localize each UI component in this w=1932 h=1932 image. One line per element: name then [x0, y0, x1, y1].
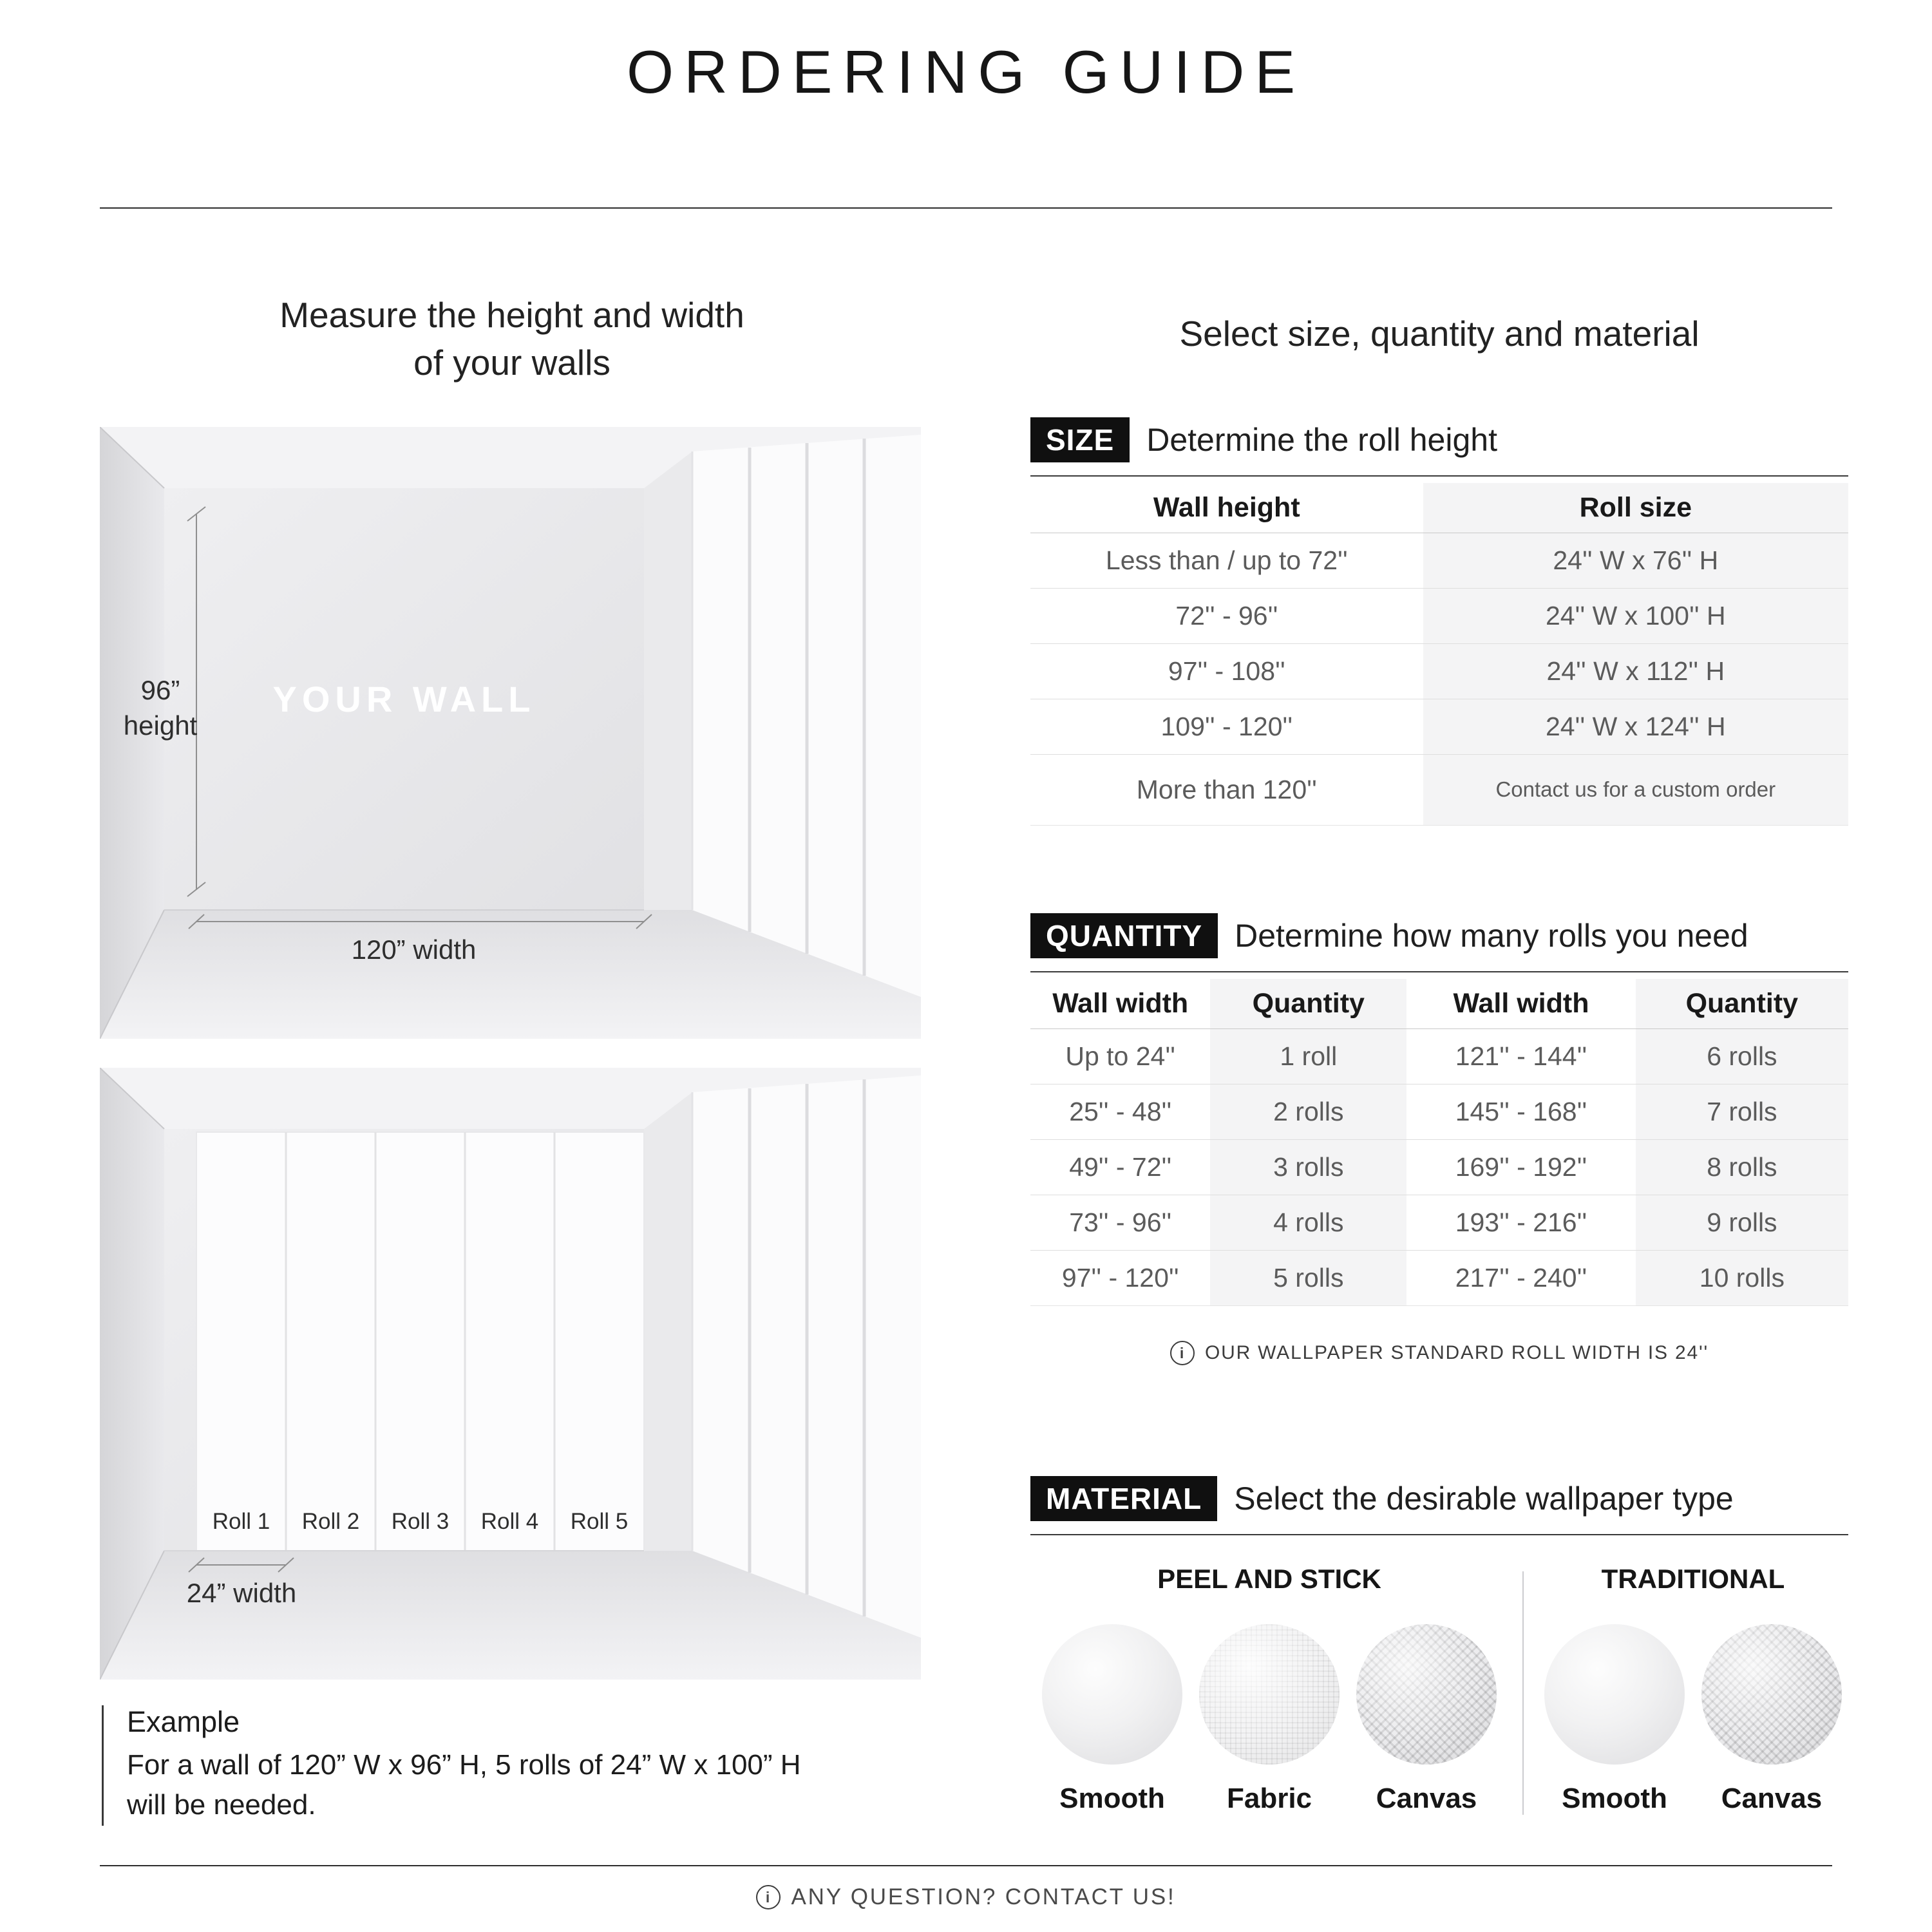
roll-3-label: Roll 3 [391, 1509, 450, 1534]
quantity-table [1030, 979, 1848, 1306]
quantity-cell: 1 roll [1210, 1029, 1406, 1084]
size-section-title: Determine the roll height [1146, 422, 1497, 458]
select-heading: Select size, quantity and material [1179, 314, 1700, 354]
swatch-label: Canvas [1721, 1783, 1823, 1814]
swatch-canvas [1356, 1624, 1497, 1815]
wall-width-column-header: Wall width [1030, 979, 1210, 1029]
wall-width-cell: 121'' - 144'' [1406, 1029, 1636, 1084]
room-illustration-rolls [100, 1068, 921, 1680]
size-table [1030, 483, 1848, 826]
traditional-swatches [1538, 1624, 1848, 1815]
roll-size-cell: 24'' W x 100'' H [1423, 589, 1848, 644]
roll-width-note [1030, 1341, 1848, 1365]
peel-and-stick-group [1030, 1564, 1508, 1815]
wall-height-column-header: Wall height [1030, 483, 1423, 533]
quantity-cell: 6 rolls [1636, 1029, 1848, 1084]
wall-width-cell: 49'' - 72'' [1030, 1140, 1210, 1195]
roll-size-cell: 24'' W x 76'' H [1423, 533, 1848, 589]
measure-heading-line2: of your walls [413, 343, 611, 383]
wall-width-cell: 193'' - 216'' [1406, 1195, 1636, 1251]
measure-heading-line1: Measure the height and width [279, 295, 744, 335]
swatch-smooth [1042, 1624, 1182, 1815]
example-line2: will be needed. [127, 1789, 316, 1821]
wall-height-word: height [123, 710, 198, 741]
room-illustration-your-wall [100, 427, 921, 1039]
quantity-cell: 2 rolls [1210, 1084, 1406, 1140]
peel-and-stick-swatches [1030, 1624, 1508, 1815]
swatch-label: Fabric [1226, 1783, 1312, 1814]
roll-size-column-header: Roll size [1423, 483, 1848, 533]
roll-width-note-text: OUR WALLPAPER STANDARD ROLL WIDTH IS 24'' [1204, 1342, 1709, 1363]
wall-width-cell: 217'' - 240'' [1406, 1251, 1636, 1306]
quantity-cell: 4 rolls [1210, 1195, 1406, 1251]
material-section [1030, 1476, 1848, 1815]
quantity-cell: 7 rolls [1636, 1084, 1848, 1140]
example-title: Example [127, 1705, 240, 1738]
page-title: ORDERING GUIDE [626, 38, 1306, 106]
roll-width-label: 24” width [186, 1578, 297, 1608]
example-block [102, 1705, 932, 1826]
material-groups [1030, 1564, 1848, 1815]
wall-height-cell: 109'' - 120'' [1030, 699, 1423, 755]
wall-height-cell: 72'' - 96'' [1030, 589, 1423, 644]
swatch-fabric [1199, 1624, 1340, 1815]
quantity-cell: 9 rolls [1636, 1195, 1848, 1251]
wall-width-cell: 145'' - 168'' [1406, 1084, 1636, 1140]
wall-height-cell: More than 120'' [1030, 755, 1423, 826]
smooth-texture-icon [1042, 1624, 1182, 1765]
top-divider [100, 207, 1832, 209]
wall-width-cell: 25'' - 48'' [1030, 1084, 1210, 1140]
swatch-label: Canvas [1376, 1783, 1477, 1814]
your-wall-label: YOUR WALL [272, 679, 536, 719]
wall-width-cell: 97'' - 120'' [1030, 1251, 1210, 1306]
info-icon: i [756, 1885, 781, 1909]
roll-2-label: Roll 2 [301, 1509, 360, 1534]
smooth-texture-icon [1544, 1624, 1685, 1765]
roll-1-label: Roll 1 [212, 1509, 270, 1534]
wall-width-cell: 169'' - 192'' [1406, 1140, 1636, 1195]
size-section-header [1030, 417, 1848, 477]
swatch-smooth [1544, 1624, 1685, 1815]
footer-contact-note [0, 1884, 1932, 1910]
quantity-section-title: Determine how many rolls you need [1235, 918, 1748, 954]
measure-heading [100, 291, 924, 387]
wall-width-column-header: Wall width [1406, 979, 1636, 1029]
quantity-column-header: Quantity [1636, 979, 1848, 1029]
quantity-column-header: Quantity [1210, 979, 1406, 1029]
roll-5-label: Roll 5 [570, 1509, 629, 1534]
peel-and-stick-title: PEEL AND STICK [1157, 1564, 1381, 1594]
material-badge: MATERIAL [1030, 1476, 1217, 1521]
footer-contact-text: ANY QUESTION? CONTACT US! [791, 1884, 1176, 1909]
traditional-title: TRADITIONAL [1601, 1564, 1785, 1594]
quantity-section-header [1030, 913, 1848, 972]
material-section-title: Select the desirable wallpaper type [1234, 1481, 1734, 1517]
size-badge: SIZE [1030, 417, 1130, 462]
wall-height-cell: Less than / up to 72'' [1030, 533, 1423, 589]
quantity-cell: 10 rolls [1636, 1251, 1848, 1306]
wall-width-label: 120” width [351, 934, 477, 965]
fabric-texture-icon [1199, 1624, 1340, 1765]
quantity-section [1030, 913, 1848, 1365]
quantity-cell: 8 rolls [1636, 1140, 1848, 1195]
material-section-header [1030, 1476, 1848, 1535]
roll-size-cell: 24'' W x 112'' H [1423, 644, 1848, 699]
wall-width-cell: Up to 24'' [1030, 1029, 1210, 1084]
quantity-cell: 3 rolls [1210, 1140, 1406, 1195]
bottom-divider [100, 1865, 1832, 1866]
material-group-divider [1522, 1571, 1524, 1815]
swatch-canvas [1701, 1624, 1842, 1815]
size-section [1030, 417, 1848, 826]
roll-size-cell: 24'' W x 124'' H [1423, 699, 1848, 755]
roll-4-label: Roll 4 [480, 1509, 539, 1534]
traditional-group [1538, 1564, 1848, 1815]
quantity-badge: QUANTITY [1030, 913, 1218, 958]
wall-height-label [109, 673, 212, 743]
quantity-cell: 5 rolls [1210, 1251, 1406, 1306]
roll-size-cell: Contact us for a custom order [1423, 755, 1848, 826]
canvas-texture-icon [1356, 1624, 1497, 1765]
canvas-texture-icon [1701, 1624, 1842, 1765]
wall-width-cell: 73'' - 96'' [1030, 1195, 1210, 1251]
example-line1: For a wall of 120” W x 96” H, 5 rolls of 24” W x 100” H [127, 1749, 801, 1781]
info-icon: i [1170, 1341, 1195, 1365]
swatch-label: Smooth [1059, 1783, 1165, 1814]
wall-height-cell: 97'' - 108'' [1030, 644, 1423, 699]
wall-height-value: 96” [140, 675, 180, 705]
swatch-label: Smooth [1562, 1783, 1667, 1814]
